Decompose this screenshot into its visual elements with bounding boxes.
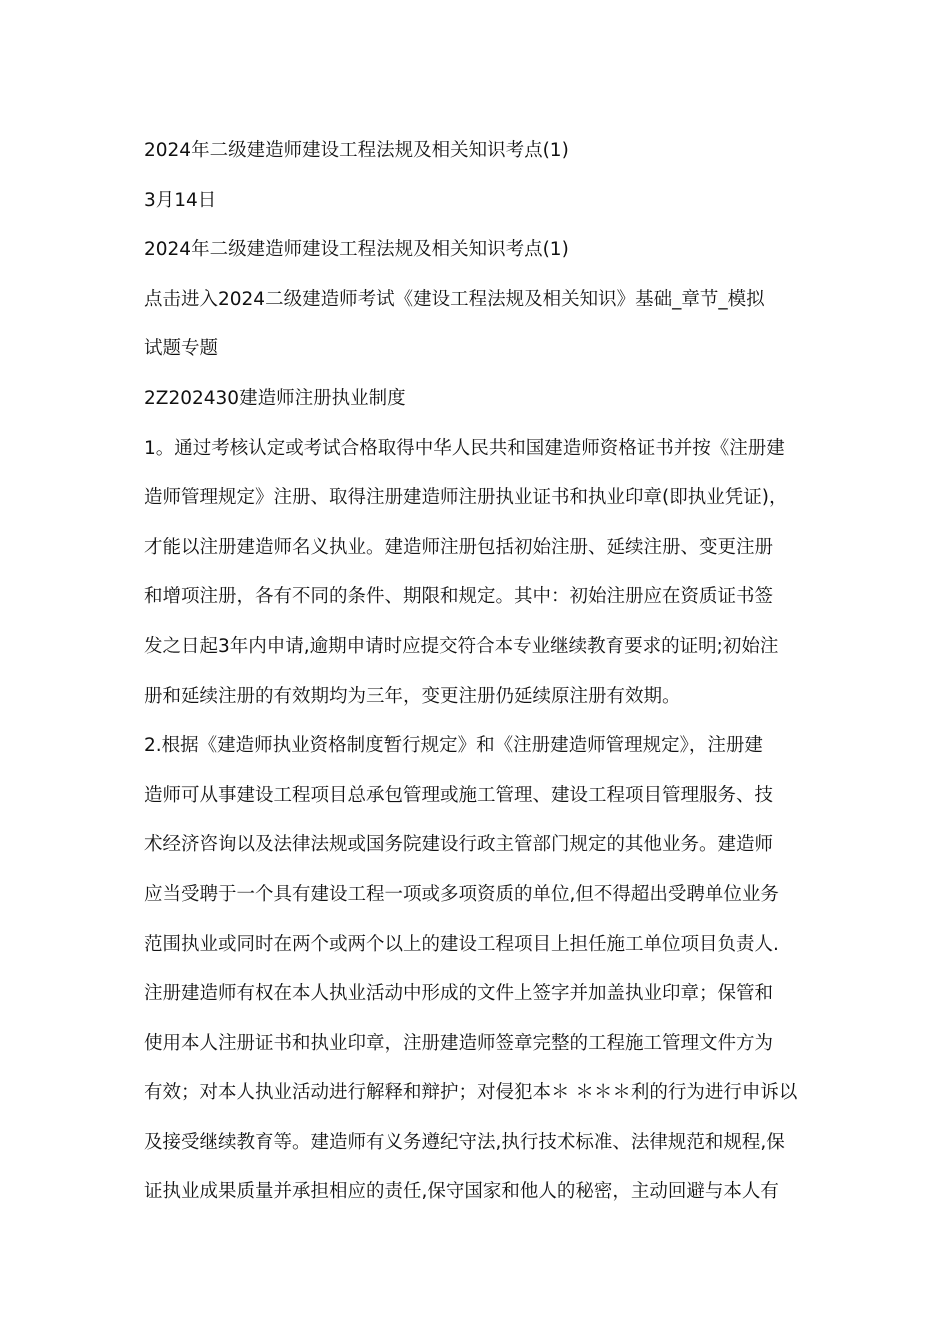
doc-link-line: 试题专题	[144, 338, 219, 360]
paragraph-line: 发之日起3年内申请,逾期申请时应提交符合本专业继续教育要求的证明;初始注	[144, 635, 779, 657]
doc-date: 3月14日	[144, 189, 217, 211]
paragraph-line: 才能以注册建造师名义执业。建造师注册包括初始注册、延续注册、变更注册	[144, 536, 774, 558]
doc-title: 2024年二级建造师建设工程法规及相关知识考点(1)	[144, 140, 569, 161]
section-heading: 2Z202430建造师注册执业制度	[144, 387, 406, 409]
paragraph-line: 2.根据《建造师执业资格制度暂行规定》和《注册建造师管理规定》，注册建	[144, 735, 763, 757]
paragraph-line: 有效；对本人执业活动进行解释和辩护；对侵犯本＊ ＊＊＊利的行为进行申诉以	[144, 1082, 798, 1104]
paragraph-line: 术经济咨询以及法律法规或国务院建设行政主管部门规定的其他业务。建造师	[144, 834, 774, 856]
paragraph-line: 和增项注册，各有不同的条件、期限和规定。其中：初始注册应在资质证书签	[144, 586, 774, 608]
paragraph-line: 及接受继续教育等。建造师有义务遵纪守法,执行技术标准、法律规范和规程,保	[144, 1131, 785, 1153]
paragraph-line: 范围执业或同时在两个或两个以上的建设工程项目上担任施工单位项目负责人.	[144, 933, 779, 955]
paragraph-line: 造师管理规定》注册、取得注册建造师注册执业证书和执业印章(即执业凭证)，	[144, 487, 788, 509]
paragraph-line: 1。通过考核认定或考试合格取得中华人民共和国建造师资格证书并按《注册建	[144, 437, 785, 459]
document-body	[144, 126, 814, 1217]
paragraph-line: 使用本人注册证书和执业印章，注册建造师签章完整的工程施工管理文件方为	[144, 1032, 774, 1054]
paragraph-line: 造师可从事建设工程项目总承包管理或施工管理、建设工程项目管理服务、技	[144, 784, 774, 806]
doc-link-line: 点击进入2024二级建造师考试《建设工程法规及相关知识》基础_章节_模拟	[144, 288, 765, 310]
doc-heading: 2024年二级建造师建设工程法规及相关知识考点(1)	[144, 239, 569, 261]
paragraph-line: 注册建造师有权在本人执业活动中形成的文件上签字并加盖执业印章；保管和	[144, 983, 774, 1005]
paragraph-line: 证执业成果质量并承担相应的责任,保守国家和他人的秘密，主动回避与本人有	[144, 1181, 779, 1203]
paragraph-line: 应当受聘于一个具有建设工程一项或多项资质的单位,但不得超出受聘单位业务	[144, 883, 779, 905]
paragraph-line: 册和延续注册的有效期均为三年，变更注册仍延续原注册有效期。	[144, 685, 681, 707]
